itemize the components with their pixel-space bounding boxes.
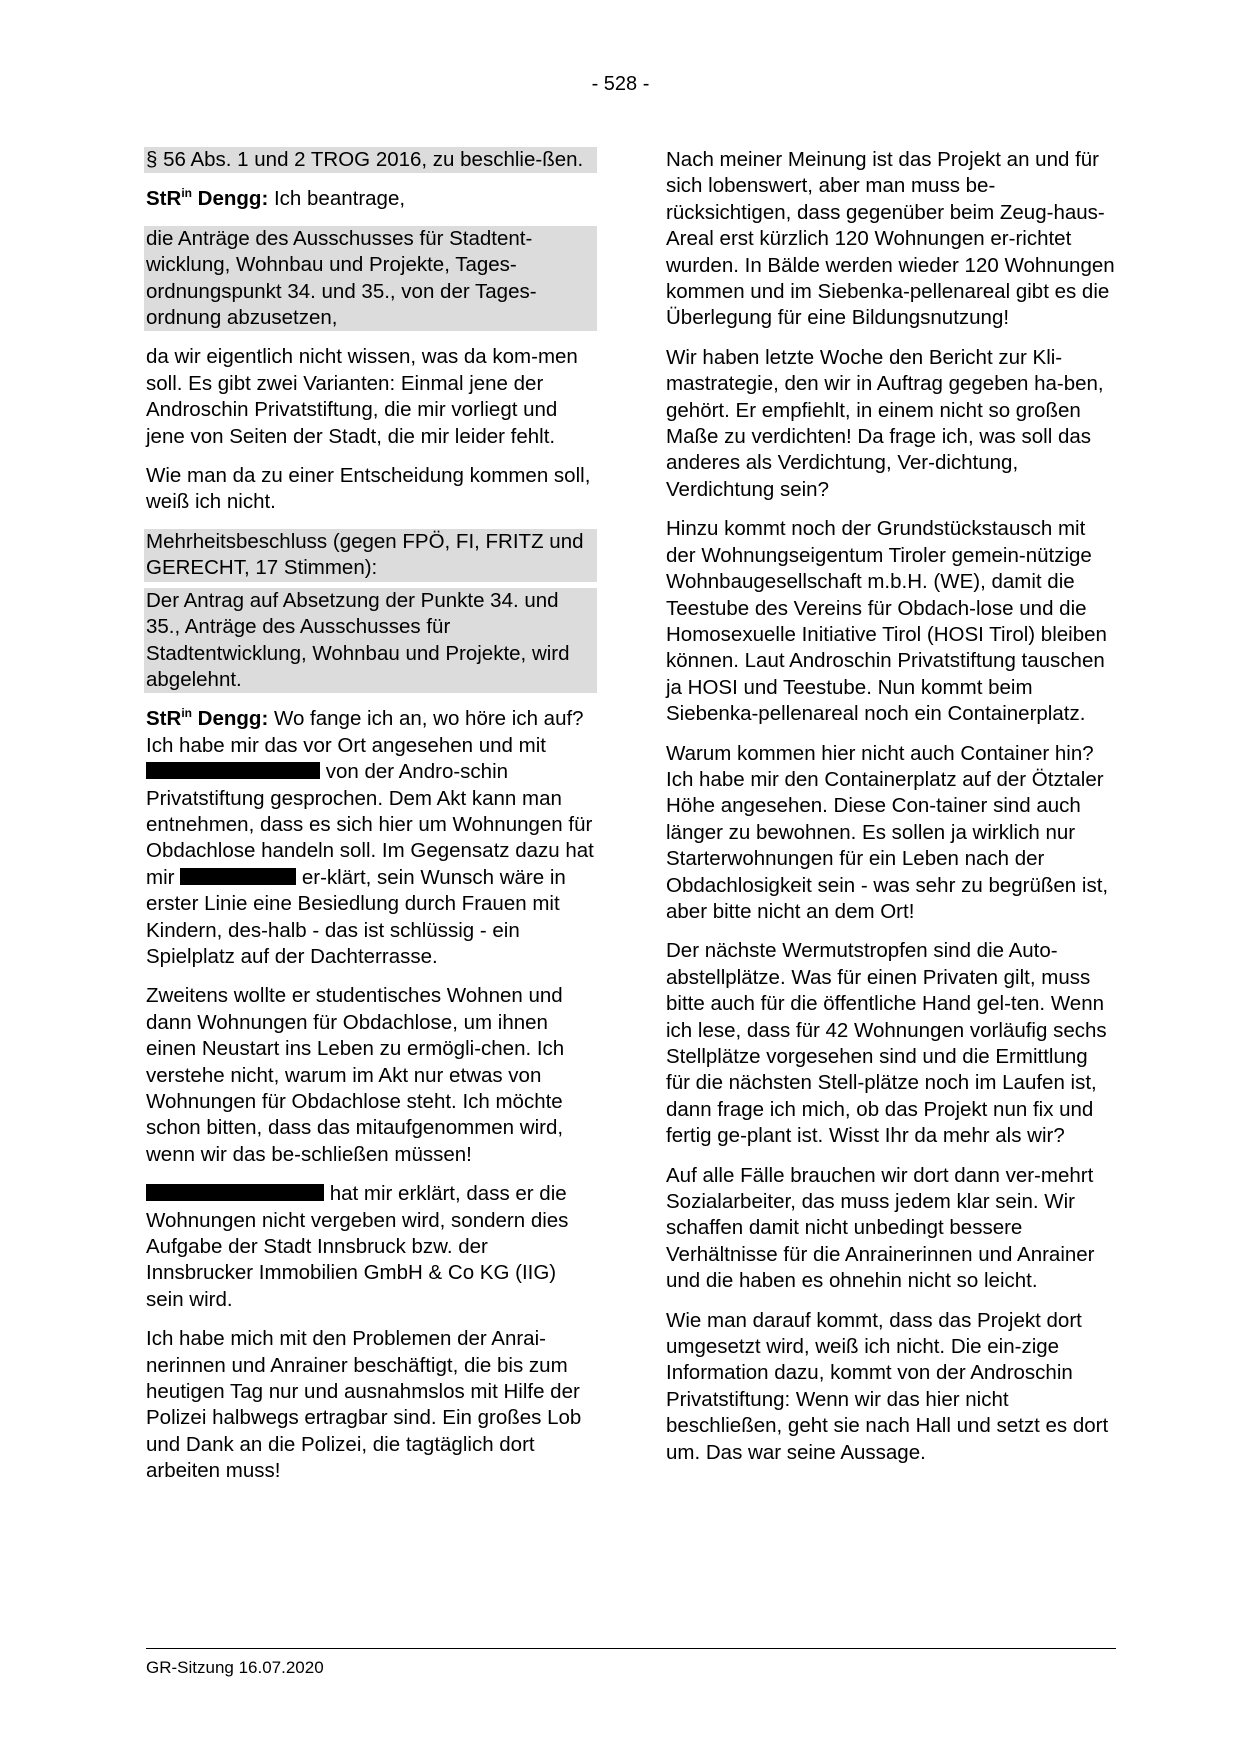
- footer-divider: [146, 1648, 1116, 1649]
- speech-paragraph: hat mir erklärt, dass er die Wohnungen nicht vergeben wird, sondern dies Aufgabe der Stadt Innsbruck bzw. der Innsbrucker Immobilien GmbH & Co KG (IIG) sein wird.: [146, 1182, 569, 1311]
- speaker-name: StR$^{in}$ Dengg:: [146, 186, 269, 211]
- speech-paragraph: Der nächste Wermutstropfen sind die Auto-abstellplätze. Was für einen Privaten gilt, muss bitte auch für die öffentliche Hand gel-ten. Wenn ich lese, dass für 42 Wohnungen vorläufig sechs Stellplätze vorgesehen sind und die Ermittlung für die nächsten Stell-plätze noch im Laufen ist, dann frage ich mich, ob das Projekt nun fix und fertig ge-plant ist. Wisst Ihr da mehr als wir?: [666, 939, 1107, 1148]
- redaction-bar: [146, 1184, 324, 1201]
- right-column: [666, 147, 1116, 1479]
- speech-paragraph: da wir eigentlich nicht wissen, was da kom-men soll. Es gibt zwei Varianten: Einmal jene der Androschin Privatstiftung, die mir vorliegt und jene von Seiten der Stadt, die mir leider fehlt.: [146, 345, 578, 448]
- left-column: [146, 147, 595, 1498]
- redaction-bar: [180, 868, 296, 885]
- vote-result: Mehrheitsbeschluss (gegen FPÖ, FI, FRITZ und GERECHT, 17 Stimmen):: [144, 529, 597, 582]
- page-number: - 528 -: [591, 73, 650, 95]
- speech-paragraph: Ich habe mich mit den Problemen der Anrai-nerinnen und Anrainer beschäftigt, die bis zum heutigen Tag nur und ausnahmslos mit Hilfe der Polizei halbwegs ertragbar sind. Ein großes Lob und Dank an die Polizei, die tagtäglich dort arbeiten muss!: [146, 1327, 582, 1483]
- speech-paragraph: Auf alle Fälle brauchen wir dort dann ver-mehrt Sozialarbeiter, das muss jedem klar sein. Wir schaffen damit nicht unbedingt bessere Verhältnisse für die Anrainerinnen und Anrainer und die haben es ohnehin nicht so leicht.: [666, 1163, 1095, 1293]
- footer-text: GR-Sitzung 16.07.2020: [146, 1658, 324, 1677]
- speech-paragraph: StR$^{in}$ Dengg: Ich beantrage,: [146, 186, 406, 211]
- speech-paragraph: Wie man da zu einer Entscheidung kommen soll, weiß ich nicht.: [146, 464, 591, 514]
- motion-text: die Anträge des Ausschusses für Stadtent-wicklung, Wohnbau und Projekte, Tages-ordnungspunkt 34. und 35., von der Tages-ordnung abzusetzen,: [144, 226, 597, 332]
- speech-paragraph: Zweitens wollte er studentisches Wohnen und dann Wohnungen für Obdachlose, um ihnen einen Neustart ins Leben zu ermögli-chen. Ich verstehe nicht, warum im Akt nur etwas von Wohnungen für Obdachlose steht. Ich möchte schon bitten, dass das mitaufgenommen wird, wenn wir das be-schließen müssen!: [146, 984, 565, 1166]
- speech-paragraph: StR$^{in}$ Dengg: Wo fange ich an, wo höre ich auf? Ich habe mir das vor Ort angesehen und mit von der Andro-schin Privatstiftung gesprochen. Dem Akt kann man entnehmen, dass es sich hier um Wohnungen für Obdachlose handeln soll. Im Gegensatz dazu hat mir er-klärt, sein Wunsch wäre in erster Linie eine Besiedlung durch Frauen mit Kindern, des-halb - das ist schlüssig - ein Spielplatz auf der Dachterrasse.: [146, 706, 594, 968]
- speech-paragraph: Hinzu kommt noch der Grundstückstausch mit der Wohnungseigentum Tiroler gemein-nützige Wohnbaugesellschaft m.b.H. (WE), damit die Teestube des Vereins für Obdach-lose und die Homosexuelle Initiative Tirol (HOSI Tirol) bleiben können. Laut Androschin Privatstiftung tauschen ja HOSI und Teestube. Nun kommt beim Siebenka-pellenareal noch ein Containerplatz.: [666, 517, 1107, 726]
- vote-decision: Der Antrag auf Absetzung der Punkte 34. und 35., Anträge des Ausschusses für Stadtentwicklung, Wohnbau und Projekte, wird abgelehnt.: [144, 588, 597, 694]
- speech-paragraph: Wir haben letzte Woche den Bericht zur Kli-mastrategie, den wir in Auftrag gegeben ha-ben, gehört. Er empfiehlt, in einem nicht so großen Maße zu verdichten! Da frage ich, was soll das anderes als Verdichtung, Ver-dichtung, Verdichtung sein?: [666, 345, 1104, 501]
- speech-paragraph: Warum kommen hier nicht auch Container hin? Ich habe mir den Containerplatz auf der Ötztaler Höhe angesehen. Diese Con-tainer sind auch länger zu bewohnen. Es sollen ja wirklich nur Starterwohnungen für ein Leben nach der Obdachlosigkeit sein - was sehr zu begrüßen ist, aber bitte nicht an dem Ort!: [666, 741, 1109, 923]
- speech-paragraph: Nach meiner Meinung ist das Projekt an und für sich lobenswert, aber man muss be-rücksichtigen, dass gegenüber beim Zeug-haus-Areal erst kürzlich 120 Wohnungen er-richtet wurden. In Bälde werden wieder 120 Wohnungen kommen und im Siebenka-pellenareal gibt es die Überlegung für eine Bildungsnutzung!: [666, 148, 1115, 330]
- resolution-text: § 56 Abs. 1 und 2 TROG 2016, zu beschlie-ßen.: [144, 147, 597, 173]
- speaker-name: StR$^{in}$ Dengg:: [146, 706, 269, 731]
- speech-paragraph: Wie man darauf kommt, dass das Projekt dort umgesetzt wird, weiß ich nicht. Die ein-zige Information dazu, kommt von der Androschin Privatstiftung: Wenn wir das hier nicht beschließen, geht sie nach Hall und setzt es dort um. Das war seine Aussage.: [666, 1308, 1109, 1464]
- redaction-bar: [146, 762, 320, 779]
